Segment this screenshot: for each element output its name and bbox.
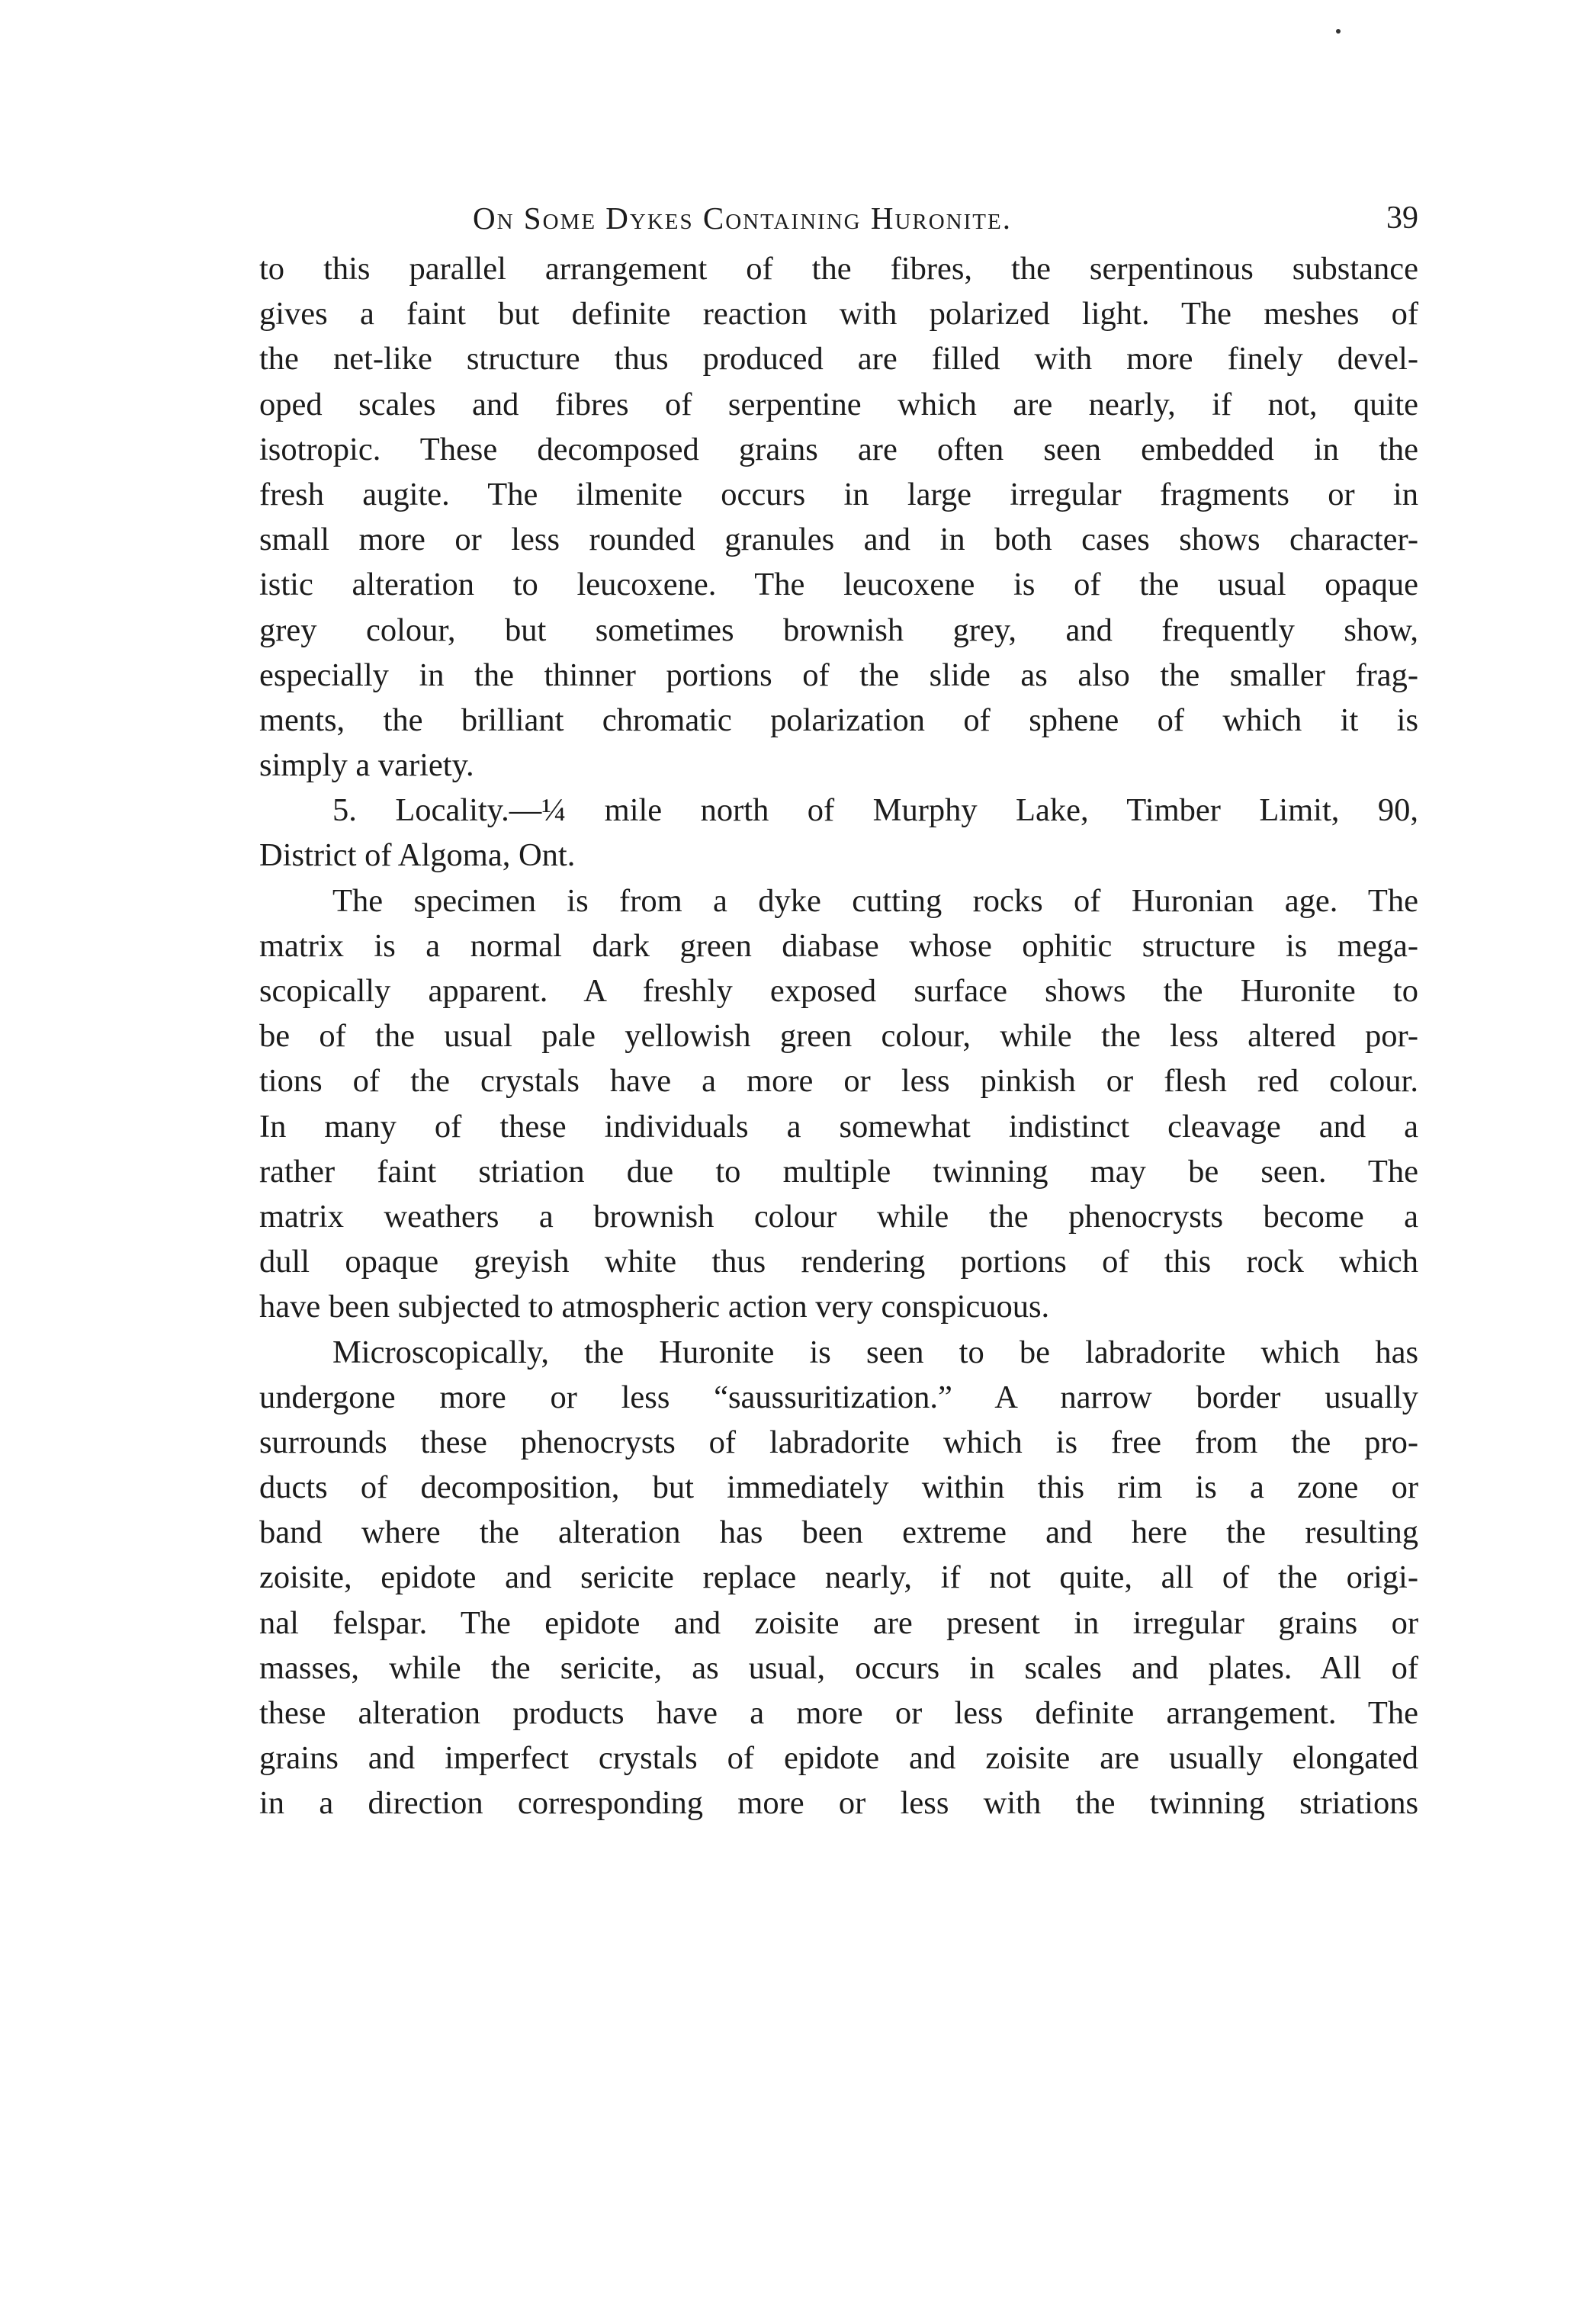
text-line: matrix is a normal dark green diabase whose ophitic structure is mega- <box>259 927 1418 964</box>
text-line: fresh augite. The ilmenite occurs in large irregular fragments or in <box>259 476 1418 512</box>
text-line: rather faint striation due to multiple twinning may be seen. The <box>259 1153 1418 1190</box>
text-line: be of the usual pale yellowish green colour, while the less altered por- <box>259 1018 1418 1055</box>
page-header <box>473 200 1418 246</box>
text-line: scopically apparent. A freshly exposed surface shows the Huronite to <box>259 973 1418 1009</box>
text-line: ducts of decomposition, but immediately within this rim is a zone or <box>259 1469 1418 1506</box>
body-text <box>259 246 1418 1826</box>
text-line: especially in the thinner portions of the slide as also the smaller frag- <box>259 657 1418 693</box>
text-line: gives a faint but definite reaction with polarized light. The meshes of <box>259 296 1418 332</box>
text-line: District of Algoma, Ont. <box>259 837 576 874</box>
text-line: the net-like structure thus produced are filled with more finely devel- <box>259 341 1418 377</box>
print-speck <box>1336 29 1341 34</box>
text-line: to this parallel arrangement of the fibres, the serpentinous substance <box>259 251 1418 287</box>
text-line: masses, while the sericite, as usual, occurs in scales and plates. All of <box>259 1649 1418 1686</box>
text-line: istic alteration to leucoxene. The leucoxene is of the usual opaque <box>259 567 1418 603</box>
text-line: nal felspar. The epidote and zoisite are present in irregular grains or <box>259 1604 1418 1641</box>
text-line: surrounds these phenocrysts of labradorite which is free from the pro- <box>259 1424 1418 1460</box>
text-line: small more or less rounded granules and in both cases shows character- <box>259 522 1418 558</box>
text-line: zoisite, epidote and sericite replace nearly, if not quite, all of the origi- <box>259 1559 1418 1596</box>
text-line: these alteration products have a more or less definite arrangement. The <box>259 1695 1418 1731</box>
text-line: The specimen is from a dyke cutting rocks of Huronian age. The <box>332 882 1418 919</box>
text-line: isotropic. These decomposed grains are often seen embedded in the <box>259 431 1418 467</box>
text-line: have been subjected to atmospheric action very conspicuous. <box>259 1289 1050 1325</box>
text-line: grains and imperfect crystals of epidote and zoisite are usually elongated <box>259 1740 1418 1777</box>
text-line: simply a variety. <box>259 747 474 784</box>
text-line: dull opaque greyish white thus rendering portions of this rock which <box>259 1244 1418 1280</box>
text-line: ments, the brilliant chromatic polarization of sphene of which it is <box>259 702 1418 738</box>
text-line: matrix weathers a brownish colour while the phenocrysts become a <box>259 1198 1418 1235</box>
text-line: undergone more or less “saussuritization.” A narrow border usually <box>259 1379 1418 1415</box>
text-line: tions of the crystals have a more or less pinkish or flesh red colour. <box>259 1063 1418 1100</box>
text-line: band where the alteration has been extreme and here the resulting <box>259 1514 1418 1551</box>
running-title: On Some Dykes Containing Huronite. <box>473 201 1012 236</box>
text-line: Microscopically, the Huronite is seen to be labradorite which has <box>332 1334 1418 1370</box>
text-line: grey colour, but sometimes brownish grey, and frequently show, <box>259 612 1418 648</box>
text-line: in a direction corresponding more or less with the twinning striations <box>259 1785 1418 1822</box>
text-line: In many of these individuals a somewhat indistinct cleavage and a <box>259 1108 1418 1145</box>
text-line: 5. Locality.—¼ mile north of Murphy Lake, Timber Limit, 90, <box>332 792 1418 829</box>
page-number: 39 <box>1386 201 1418 236</box>
text-line: oped scales and fibres of serpentine which are nearly, if not, quite <box>259 386 1418 422</box>
